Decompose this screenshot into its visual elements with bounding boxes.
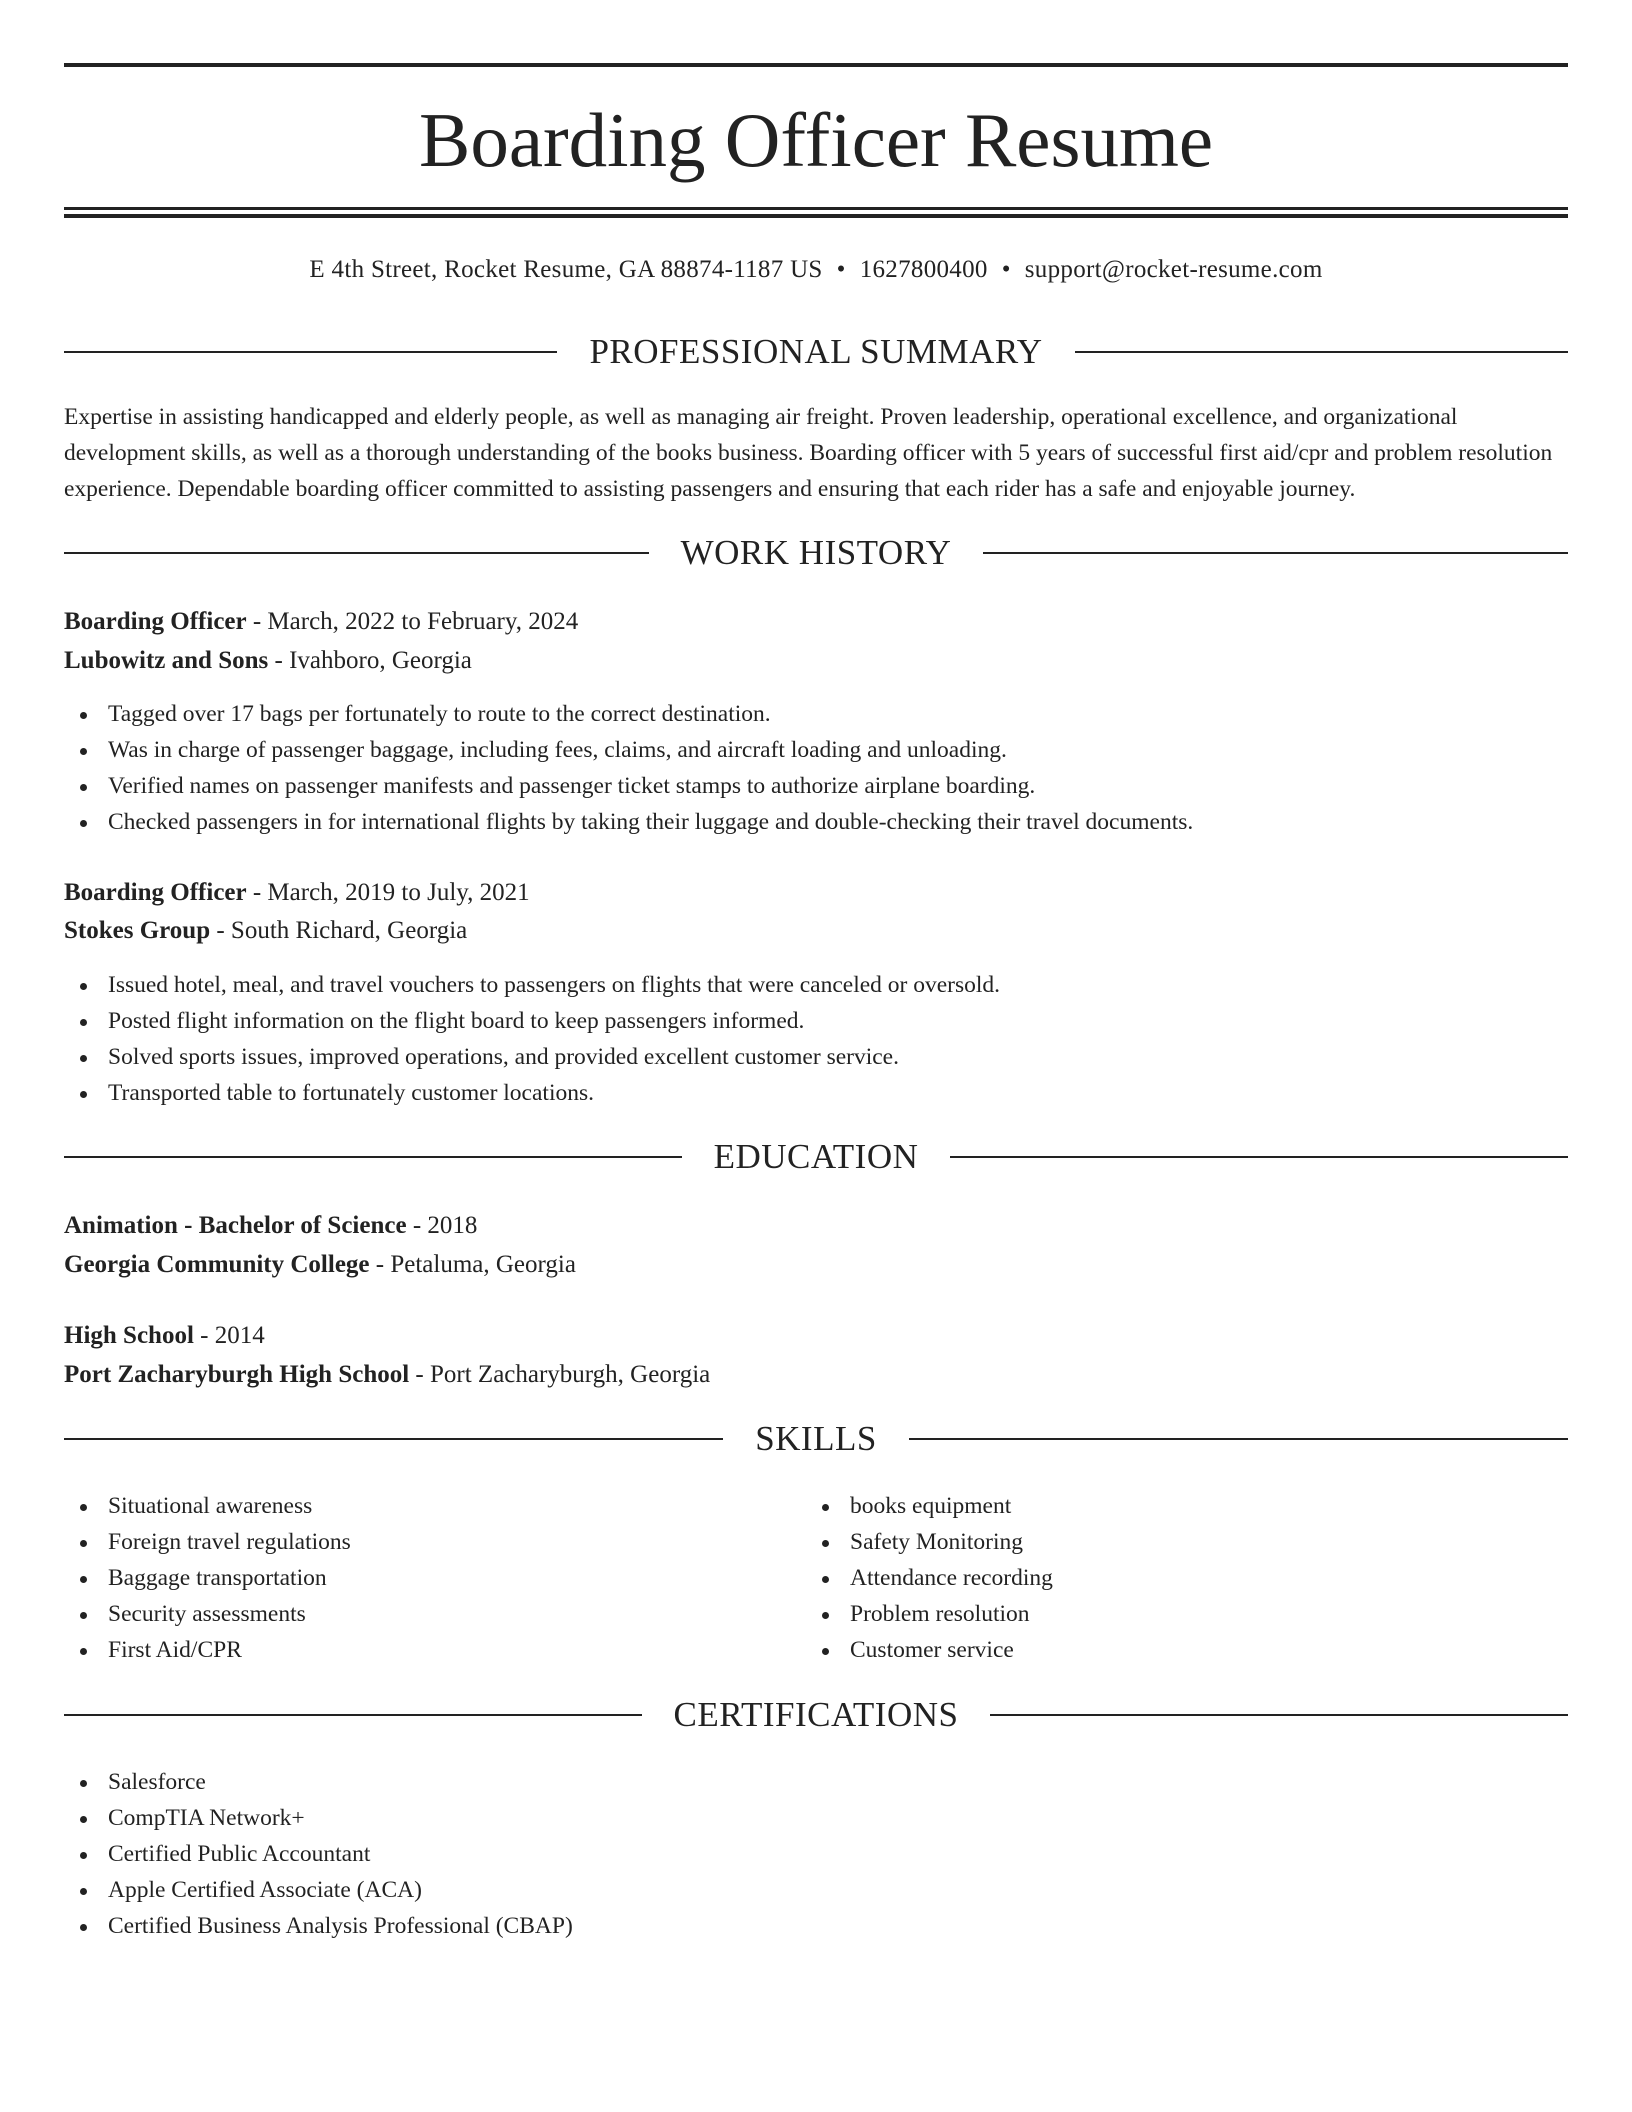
list-item: Certified Business Analysis Professional (CBAP) [64, 1908, 573, 1944]
divider-line [983, 552, 1568, 554]
skills-list-right [806, 1488, 1053, 1668]
section-title-work-history: WORK HISTORY [680, 533, 952, 572]
divider-line [64, 1438, 723, 1440]
section-header-work-history [64, 531, 1568, 575]
list-item: First Aid/CPR [64, 1632, 351, 1668]
education-location: - Petaluma, Georgia [369, 1251, 576, 1278]
education-location: - Port Zacharyburgh, Georgia [409, 1361, 711, 1388]
divider-line [64, 351, 557, 353]
section-header-summary [64, 330, 1568, 374]
job-title: Boarding Officer [64, 879, 247, 906]
education-school-line [64, 1247, 1568, 1283]
list-item: Was in charge of passenger baggage, including fees, claims, and aircraft loading and unloading. [64, 732, 1193, 768]
education-year: - 2014 [193, 1322, 265, 1349]
divider-line [1075, 351, 1568, 353]
education-year: - 2018 [406, 1212, 478, 1239]
certifications-list [64, 1764, 573, 1944]
section-title-certifications: CERTIFICATIONS [673, 1695, 959, 1734]
list-item: Checked passengers in for international flights by taking their luggage and double-checking their travel documents. [64, 804, 1193, 840]
divider-line [64, 552, 649, 554]
education-degree-line [64, 1208, 1568, 1244]
education-degree-line [64, 1318, 1568, 1354]
section-header-education [64, 1135, 1568, 1179]
job-location: - South Richard, Georgia [210, 917, 468, 944]
divider-line [909, 1438, 1568, 1440]
contact-separator: • [836, 256, 846, 283]
contact-address: E 4th Street, Rocket Resume, GA 88874-1187 US [309, 256, 823, 283]
contact-email: support@rocket-resume.com [1024, 256, 1323, 283]
list-item: Salesforce [64, 1764, 573, 1800]
list-item: Security assessments [64, 1596, 351, 1632]
divider-line [990, 1714, 1568, 1716]
list-item: Foreign travel regulations [64, 1524, 351, 1560]
job-company-line [64, 643, 1568, 679]
job-dates: - March, 2022 to February, 2024 [246, 608, 579, 635]
list-item: Certified Public Accountant [64, 1836, 573, 1872]
education-school: Georgia Community College [64, 1251, 370, 1278]
section-header-skills [64, 1417, 1568, 1461]
contact-phone: 1627800400 [859, 256, 988, 283]
title-double-rule [64, 207, 1568, 218]
divider-line [64, 1714, 642, 1716]
list-item: Attendance recording [806, 1560, 1053, 1596]
contact-separator: • [1001, 256, 1011, 283]
education-school: Port Zacharyburgh High School [64, 1361, 410, 1388]
list-item: Solved sports issues, improved operations, and provided excellent customer service. [64, 1039, 1000, 1075]
job-location: - Ivahboro, Georgia [268, 647, 472, 674]
section-title-education: EDUCATION [713, 1137, 919, 1176]
list-item: Situational awareness [64, 1488, 351, 1524]
job-company: Stokes Group [64, 917, 211, 944]
job-title: Boarding Officer [64, 608, 247, 635]
list-item: Baggage transportation [64, 1560, 351, 1596]
list-item: Customer service [806, 1632, 1053, 1668]
education-school-line [64, 1357, 1568, 1393]
summary-text: Expertise in assisting handicapped and elderly people, as well as managing air freight. Proven leadership, operational excellence, and organizational development skills, as well as a thorough understanding of the books business. Boarding officer with 5 years of successful first aid/cpr and problem resolution experience. Dependable boarding officer committed to assisting passengers and ensuring that each rider has a safe and enjoyable journey. [64, 404, 1553, 502]
list-item: CompTIA Network+ [64, 1800, 573, 1836]
contact-line [64, 252, 1568, 288]
list-item: Tagged over 17 bags per fortunately to route to the correct destination. [64, 696, 1193, 732]
divider-line [950, 1156, 1568, 1158]
skills-list-left [64, 1488, 351, 1668]
resume-title: Boarding Officer Resume [418, 97, 1214, 183]
education-degree: High School [64, 1322, 194, 1349]
list-item: Safety Monitoring [806, 1524, 1053, 1560]
job-company: Lubowitz and Sons [64, 647, 269, 674]
list-item: Issued hotel, meal, and travel vouchers to passengers on flights that were canceled or oversold. [64, 967, 1000, 1003]
list-item: Apple Certified Associate (ACA) [64, 1872, 573, 1908]
divider-line [64, 1156, 682, 1158]
list-item: books equipment [806, 1488, 1053, 1524]
job-title-line [64, 604, 1568, 640]
list-item: Problem resolution [806, 1596, 1053, 1632]
list-item: Transported table to fortunately customer locations. [64, 1075, 1000, 1111]
section-header-certifications [64, 1693, 1568, 1737]
top-rule [64, 63, 1568, 67]
job-dates: - March, 2019 to July, 2021 [246, 879, 530, 906]
job-bullets [64, 696, 1193, 840]
education-degree: Animation - Bachelor of Science [64, 1212, 407, 1239]
job-bullets [64, 967, 1000, 1111]
list-item: Posted flight information on the flight board to keep passengers informed. [64, 1003, 1000, 1039]
list-item: Verified names on passenger manifests and passenger ticket stamps to authorize airplane boarding. [64, 768, 1193, 804]
job-company-line [64, 913, 1568, 949]
section-title-skills: SKILLS [755, 1419, 877, 1458]
job-title-line [64, 875, 1568, 911]
section-title-summary: PROFESSIONAL SUMMARY [589, 332, 1043, 371]
